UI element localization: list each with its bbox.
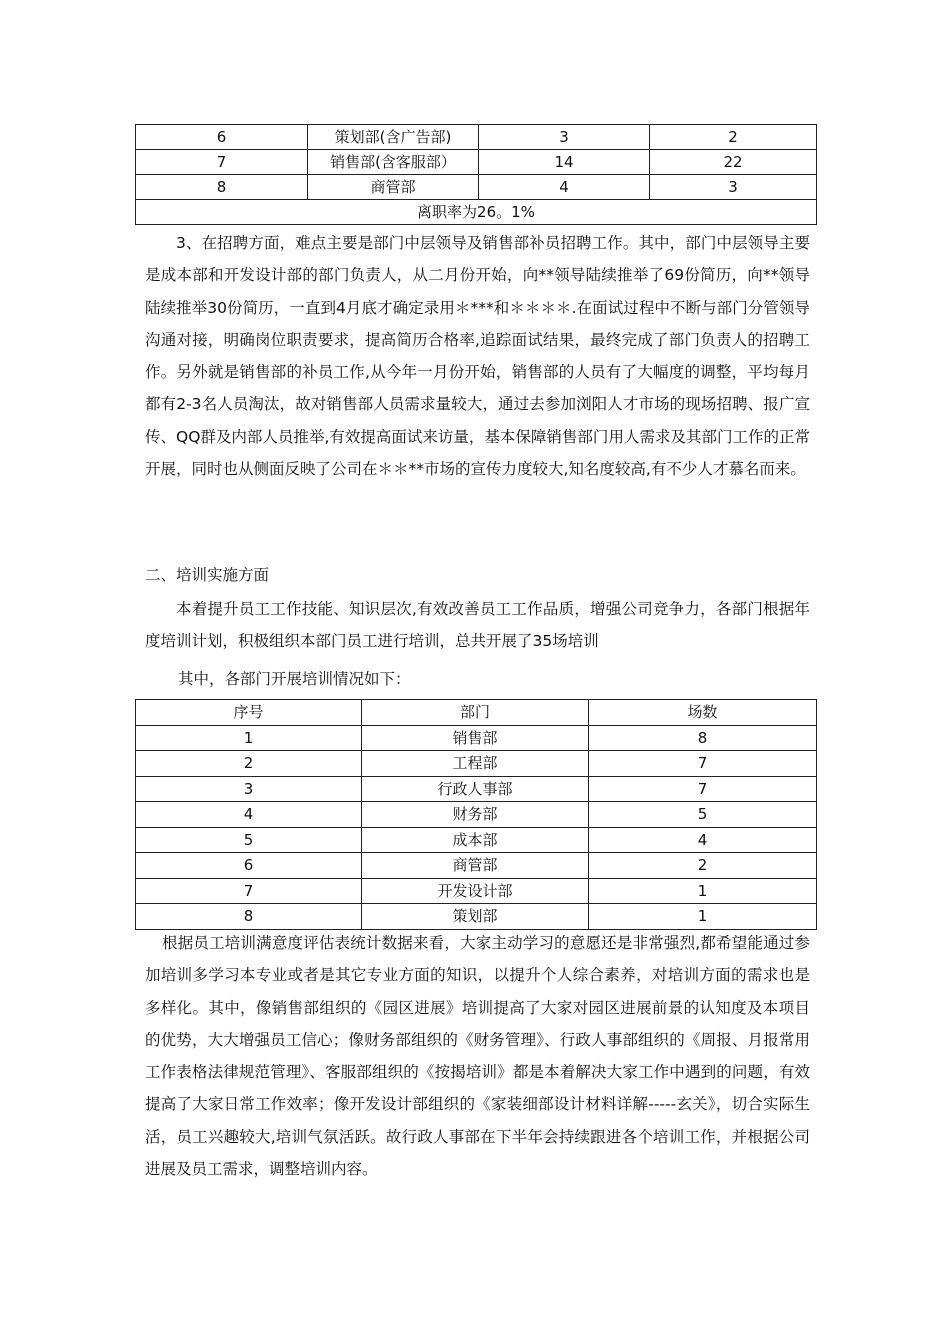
section-heading-training: 二、培训实施方面	[145, 566, 270, 584]
table-cell: 2	[589, 853, 817, 879]
training-intro: 其中，各部门开展培训情况如下：	[178, 670, 411, 688]
turnover-table	[135, 124, 817, 225]
table-row	[136, 904, 817, 930]
table-cell: 7	[589, 776, 817, 802]
training-paragraph: 本着提升员工工作技能、知识层次,有效改善员工工作品质，增强公司竞争力，各部门根据年度培训计划，积极组织本部门员工进行培训，总共开展了35场培训	[145, 600, 810, 651]
table-cell: 4	[589, 827, 817, 853]
table-cell: 3	[136, 776, 362, 802]
table-cell: 2	[136, 751, 362, 777]
table-cell: 4	[136, 802, 362, 828]
table-row	[136, 776, 817, 802]
table-cell: 销售部(含客服部）	[308, 150, 479, 175]
table-cell: 7	[136, 878, 362, 904]
column-header: 序号	[136, 700, 362, 726]
table-cell: 3	[650, 175, 817, 200]
table-cell: 8	[136, 175, 308, 200]
table-cell: 1	[589, 878, 817, 904]
table-cell: 成本部	[362, 827, 589, 853]
table-row	[136, 827, 817, 853]
table-row	[136, 878, 817, 904]
table-cell: 7	[136, 150, 308, 175]
table-row	[136, 150, 817, 175]
table-summary-row	[136, 200, 817, 225]
table-cell: 策划部	[362, 904, 589, 930]
table-row	[136, 125, 817, 150]
table-row	[136, 853, 817, 879]
table-cell: 6	[136, 125, 308, 150]
table-cell: 4	[479, 175, 650, 200]
column-header: 场数	[589, 700, 817, 726]
table-cell: 3	[479, 125, 650, 150]
table-cell: 7	[589, 751, 817, 777]
table-cell: 22	[650, 150, 817, 175]
table-cell: 14	[479, 150, 650, 175]
turnover-rate-cell: 离职率为26。1%	[136, 200, 817, 225]
table-cell: 1	[136, 725, 362, 751]
satisfaction-paragraph: 根据员工培训满意度评估表统计数据来看，大家主动学习的意愿还是非常强烈,都希望能通过参加培训多学习本专业或者是其它专业方面的知识，以提升个人综合素养，对培训方面的需求也是多样化。其中，像销售部组织的《园区进展》培训提高了大家对园区进展前景的认知度及本项目的优势，大大增强员工信心；像财务部组织的《财务管理》、行政人事部组织的《周报、月报常用工作表格法律规范管理》、客服部组织的《按揭培训》都是本着解决大家工作中遇到的问题，有效提高了大家日常工作效率；像开发设计部组织的《家装细部设计材料详解-----玄关》，切合实际生活，员工兴趣较大,培训气氛活跃。故行政人事部在下半年会持续跟进各个培训工作，并根据公司进展及员工需求，调整培训内容。	[145, 934, 810, 1179]
table-row	[136, 751, 817, 777]
training-table	[135, 699, 817, 930]
table-cell: 1	[589, 904, 817, 930]
table-cell: 策划部(含广告部)	[308, 125, 479, 150]
recruitment-paragraph: 3、在招聘方面，难点主要是部门中层领导及销售部补员招聘工作。其中，部门中层领导主要是成本部和开发设计部的部门负责人，从二月份开始，向**领导陆续推举了69份简历，向**领导陆续推举30份简历，一直到4月底才确定录用＊***和＊＊＊＊.在面试过程中不断与部门分管领导沟通对接，明确岗位职责要求，提高简历合格率,追踪面试结果，最终完成了部门负责人的招聘工作。另外就是销售部的补员工作,从今年一月份开始，销售部的人员有了大幅度的调整，平均每月都有2-3名人员淘汰，故对销售部人员需求量较大，通过去参加浏阳人才市场的现场招聘、报广宣传、QQ群及内部人员推举,有效提高面试来访量，基本保障销售部门用人需求及其部门工作的正常开展，同时也从侧面反映了公司在＊＊**市场的宣传力度较大,知名度较高,有不少人才慕名而来。	[145, 234, 810, 479]
table-row	[136, 725, 817, 751]
table-cell: 6	[136, 853, 362, 879]
table-row	[136, 175, 817, 200]
table-cell: 5	[136, 827, 362, 853]
table-cell: 2	[650, 125, 817, 150]
table-cell: 行政人事部	[362, 776, 589, 802]
table-cell: 商管部	[308, 175, 479, 200]
table-cell: 工程部	[362, 751, 589, 777]
table-cell: 8	[136, 904, 362, 930]
table-row	[136, 802, 817, 828]
table-cell: 销售部	[362, 725, 589, 751]
table-cell: 财务部	[362, 802, 589, 828]
table-cell: 商管部	[362, 853, 589, 879]
column-header: 部门	[362, 700, 589, 726]
table-cell: 8	[589, 725, 817, 751]
table-cell: 开发设计部	[362, 878, 589, 904]
table-header-row	[136, 700, 817, 726]
table-cell: 5	[589, 802, 817, 828]
